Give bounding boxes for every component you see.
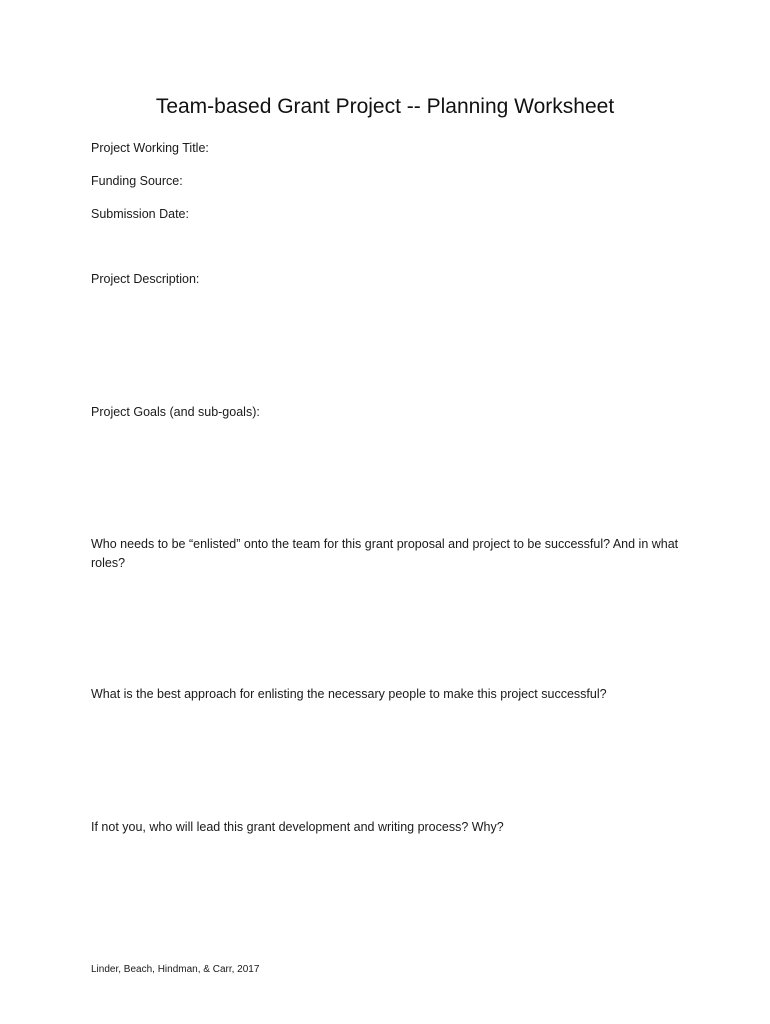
field-label-submission-date: Submission Date: [91, 207, 189, 221]
question-best-approach: What is the best approach for enlisting the necessary people to make this project successful? [91, 687, 607, 701]
footer-citation: Linder, Beach, Hindman, & Carr, 2017 [91, 964, 260, 975]
field-label-project-goals: Project Goals (and sub-goals): [91, 405, 260, 419]
question-who-enlisted: Who needs to be “enlisted” onto the team for this grant proposal and project to be successful? And in what roles? [91, 537, 679, 570]
field-label-working-title: Project Working Title: [91, 141, 209, 155]
field-label-project-description: Project Description: [91, 272, 200, 286]
field-label-funding-source: Funding Source: [91, 174, 183, 188]
page-title: Team-based Grant Project -- Planning Worksheet [155, 95, 615, 118]
question-who-lead: If not you, who will lead this grant development and writing process? Why? [91, 820, 504, 834]
